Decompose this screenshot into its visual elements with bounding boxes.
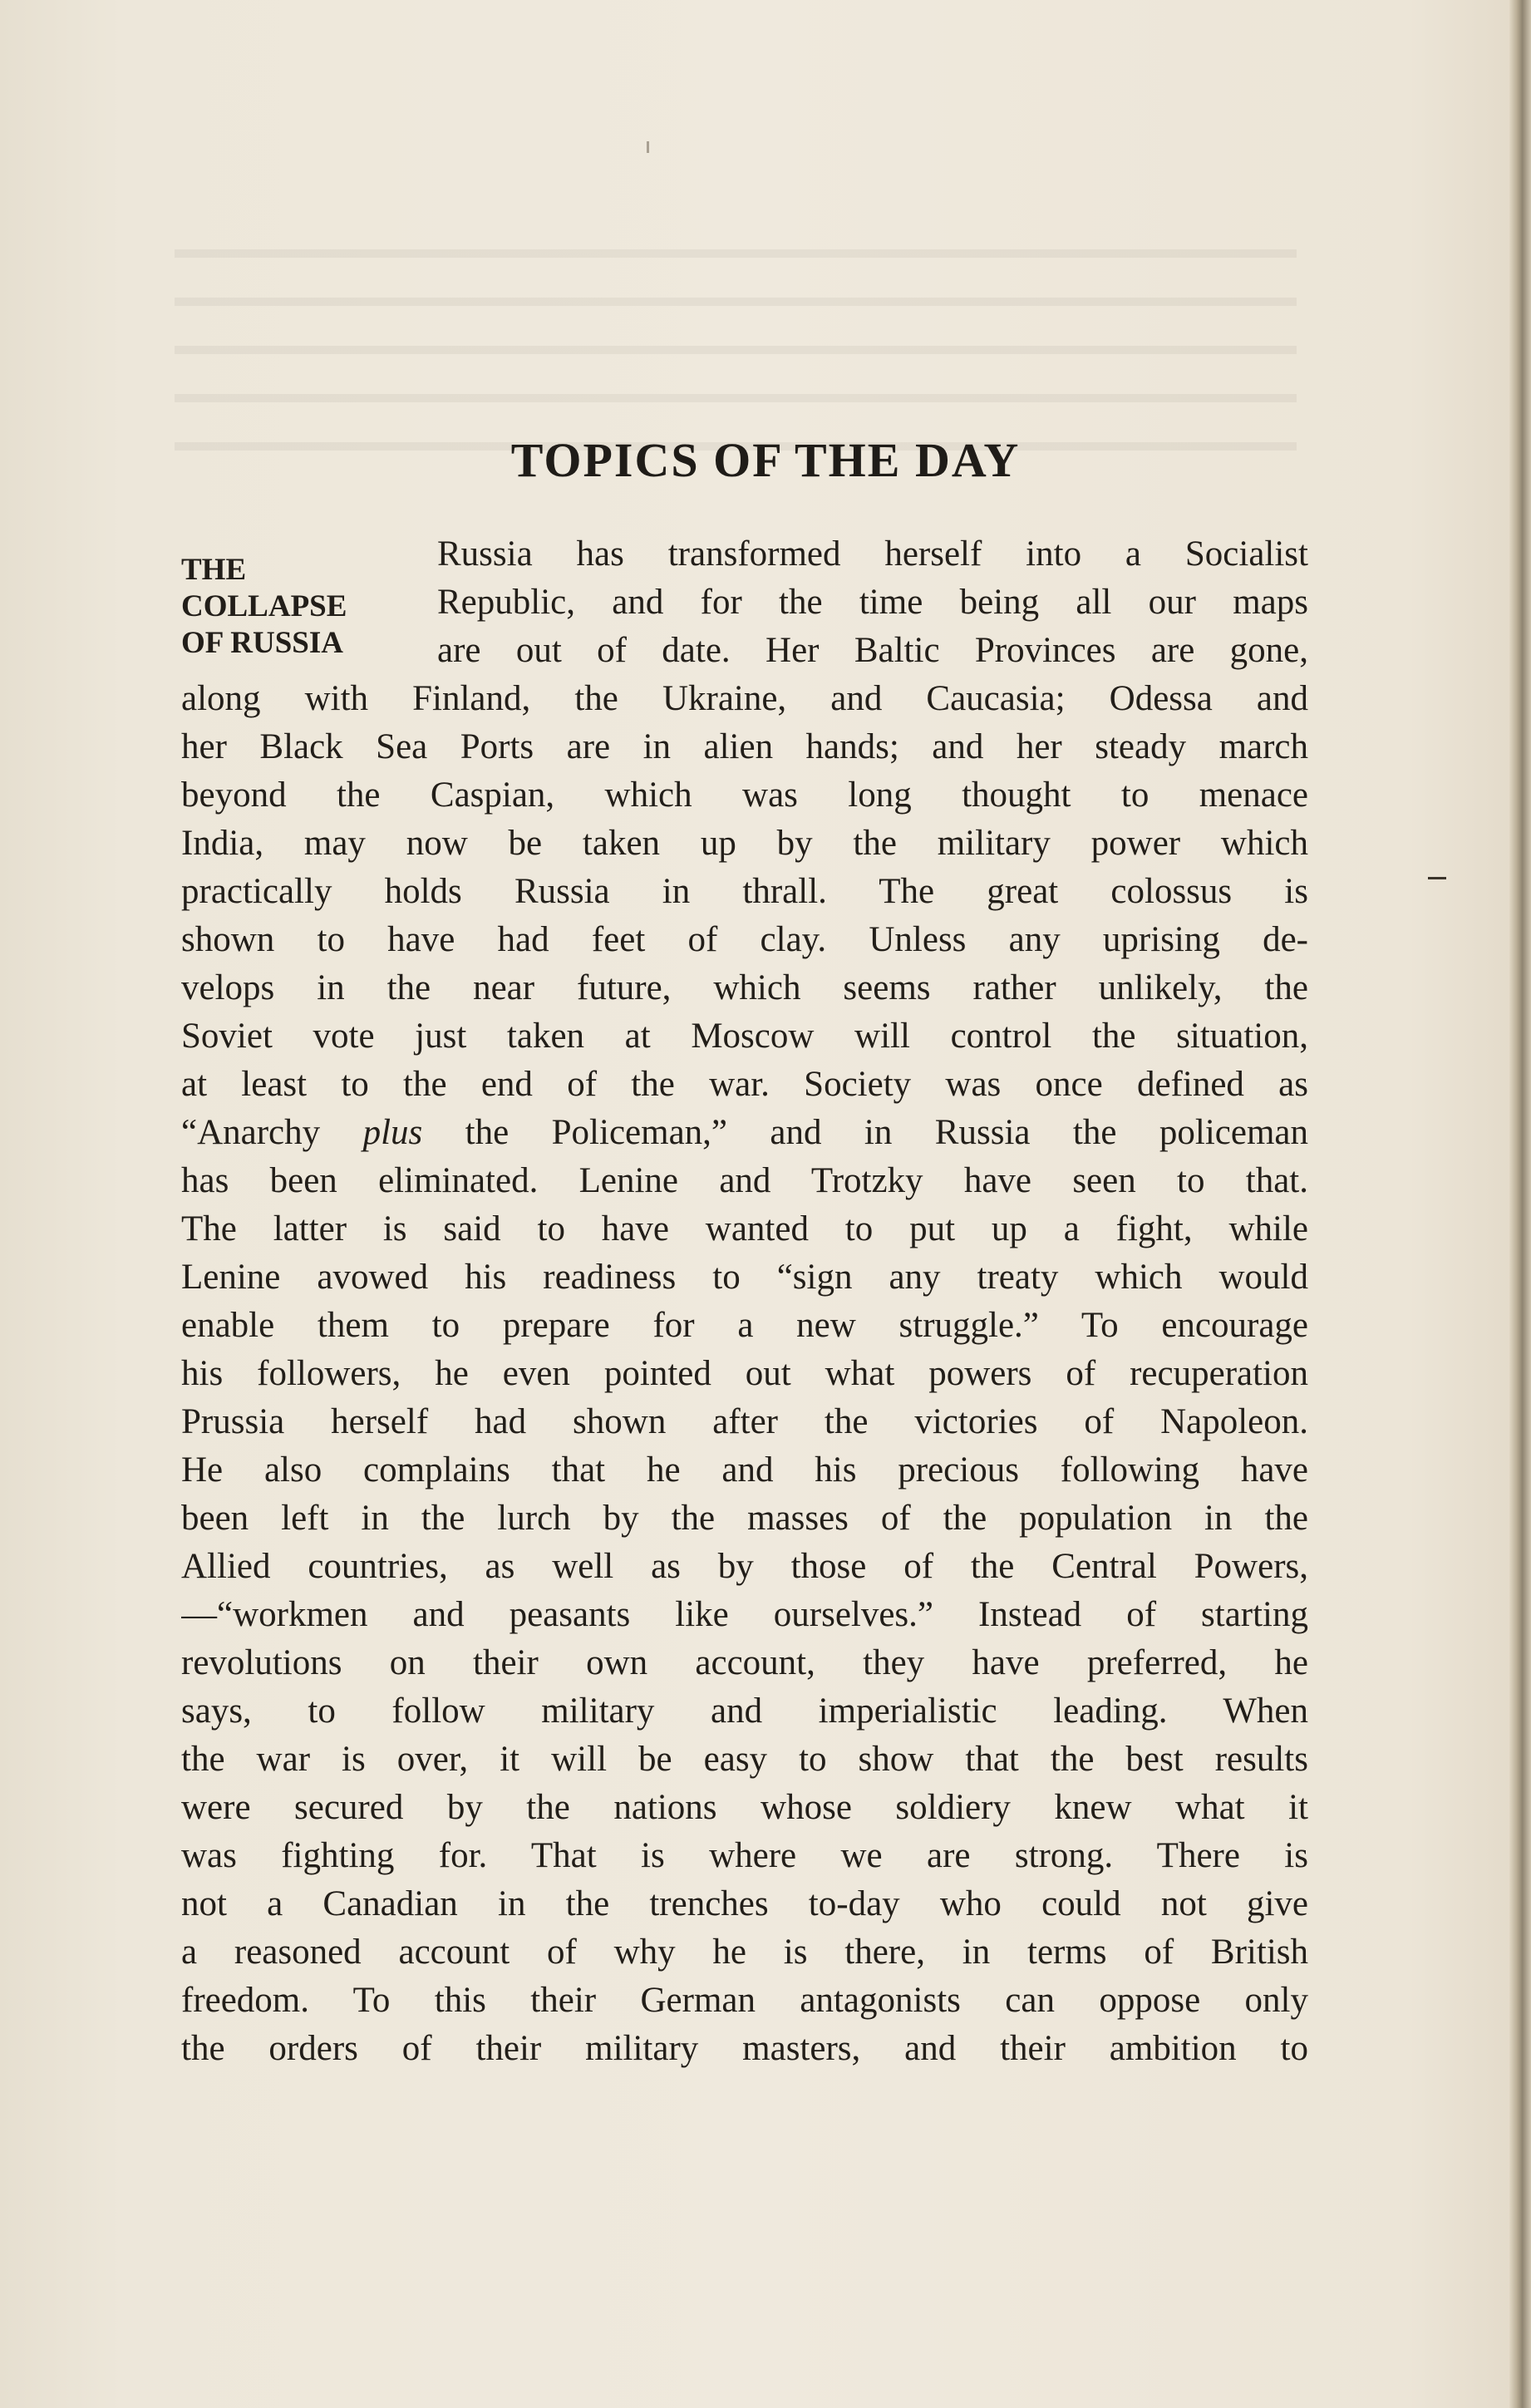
text-line: “Anarchy plus the Policeman,” and in Russia the policeman: [181, 1113, 1308, 1152]
margin-mark: [1428, 877, 1446, 879]
text-line: enable them to prepare for a new struggle.” To encourage: [181, 1306, 1308, 1345]
paper-speck: [647, 141, 649, 153]
text-line: Soviet vote just taken at Moscow will control the situation,: [181, 1017, 1308, 1056]
text-line: was fighting for. That is where we are strong. There is: [181, 1836, 1308, 1875]
side-heading-line: THE: [181, 553, 247, 587]
text-line: freedom. To this their German antagonists can oppose only: [181, 1981, 1308, 2020]
article-body: [181, 530, 1308, 2073]
text-line: his followers, he even pointed out what powers of recuperation: [181, 1354, 1308, 1393]
text-line: at least to the end of the war. Society was once defined as: [181, 1065, 1308, 1104]
page-title: TOPICS OF THE DAY: [510, 433, 1021, 487]
text-line: along with Finland, the Ukraine, and Caucasia; Odessa and: [181, 679, 1308, 718]
text-line: The latter is said to have wanted to put up a fight, while: [181, 1209, 1308, 1248]
text-line: Lenine avowed his readiness to “sign any treaty which would: [181, 1258, 1308, 1297]
text-line: Republic, and for the time being all our maps: [437, 583, 1308, 622]
text-line: the war is over, it will be easy to show that the best results: [181, 1740, 1308, 1779]
text-line: are out of date. Her Baltic Provinces are gone,: [437, 631, 1308, 670]
text-line: has been eliminated. Lenine and Trotzky have seen to that.: [181, 1161, 1308, 1200]
text-line: been left in the lurch by the masses of the population in the: [181, 1499, 1308, 1538]
italic-word: plus: [362, 1113, 423, 1152]
text-line: —“workmen and peasants like ourselves.” Instead of starting: [181, 1595, 1308, 1634]
text-line: velops in the near future, which seems rather unlikely, the: [181, 968, 1308, 1007]
text-line: says, to follow military and imperialistic leading. When: [181, 1692, 1308, 1731]
text-line: India, may now be taken up by the military power which: [181, 824, 1308, 863]
side-heading-line: COLLAPSE: [181, 589, 347, 623]
page-edge: [1509, 0, 1531, 2408]
text-line: practically holds Russia in thrall. The great colossus is: [181, 872, 1308, 911]
text-line: a reasoned account of why he is there, in terms of British: [181, 1933, 1308, 1972]
side-heading-line: OF RUSSIA: [181, 626, 343, 660]
text-line: not a Canadian in the trenches to-day who could not give: [181, 1884, 1308, 1923]
text-line: Allied countries, as well as by those of the Central Powers,: [181, 1547, 1308, 1586]
text-line: He also complains that he and his precious following have: [181, 1450, 1308, 1490]
text-line: Russia has transformed herself into a Socialist: [437, 534, 1308, 574]
text-line: were secured by the nations whose soldiery knew what it: [181, 1788, 1308, 1827]
text-line: shown to have had feet of clay. Unless any uprising de-: [181, 920, 1308, 959]
text-line: her Black Sea Ports are in alien hands; and her steady march: [181, 727, 1308, 766]
text-line: beyond the Caspian, which was long thought to menace: [181, 776, 1308, 815]
text-line: revolutions on their own account, they have preferred, he: [181, 1643, 1308, 1682]
text-line: Prussia herself had shown after the victories of Napoleon.: [181, 1402, 1308, 1441]
text-line: the orders of their military masters, and their ambition to: [181, 2029, 1308, 2068]
